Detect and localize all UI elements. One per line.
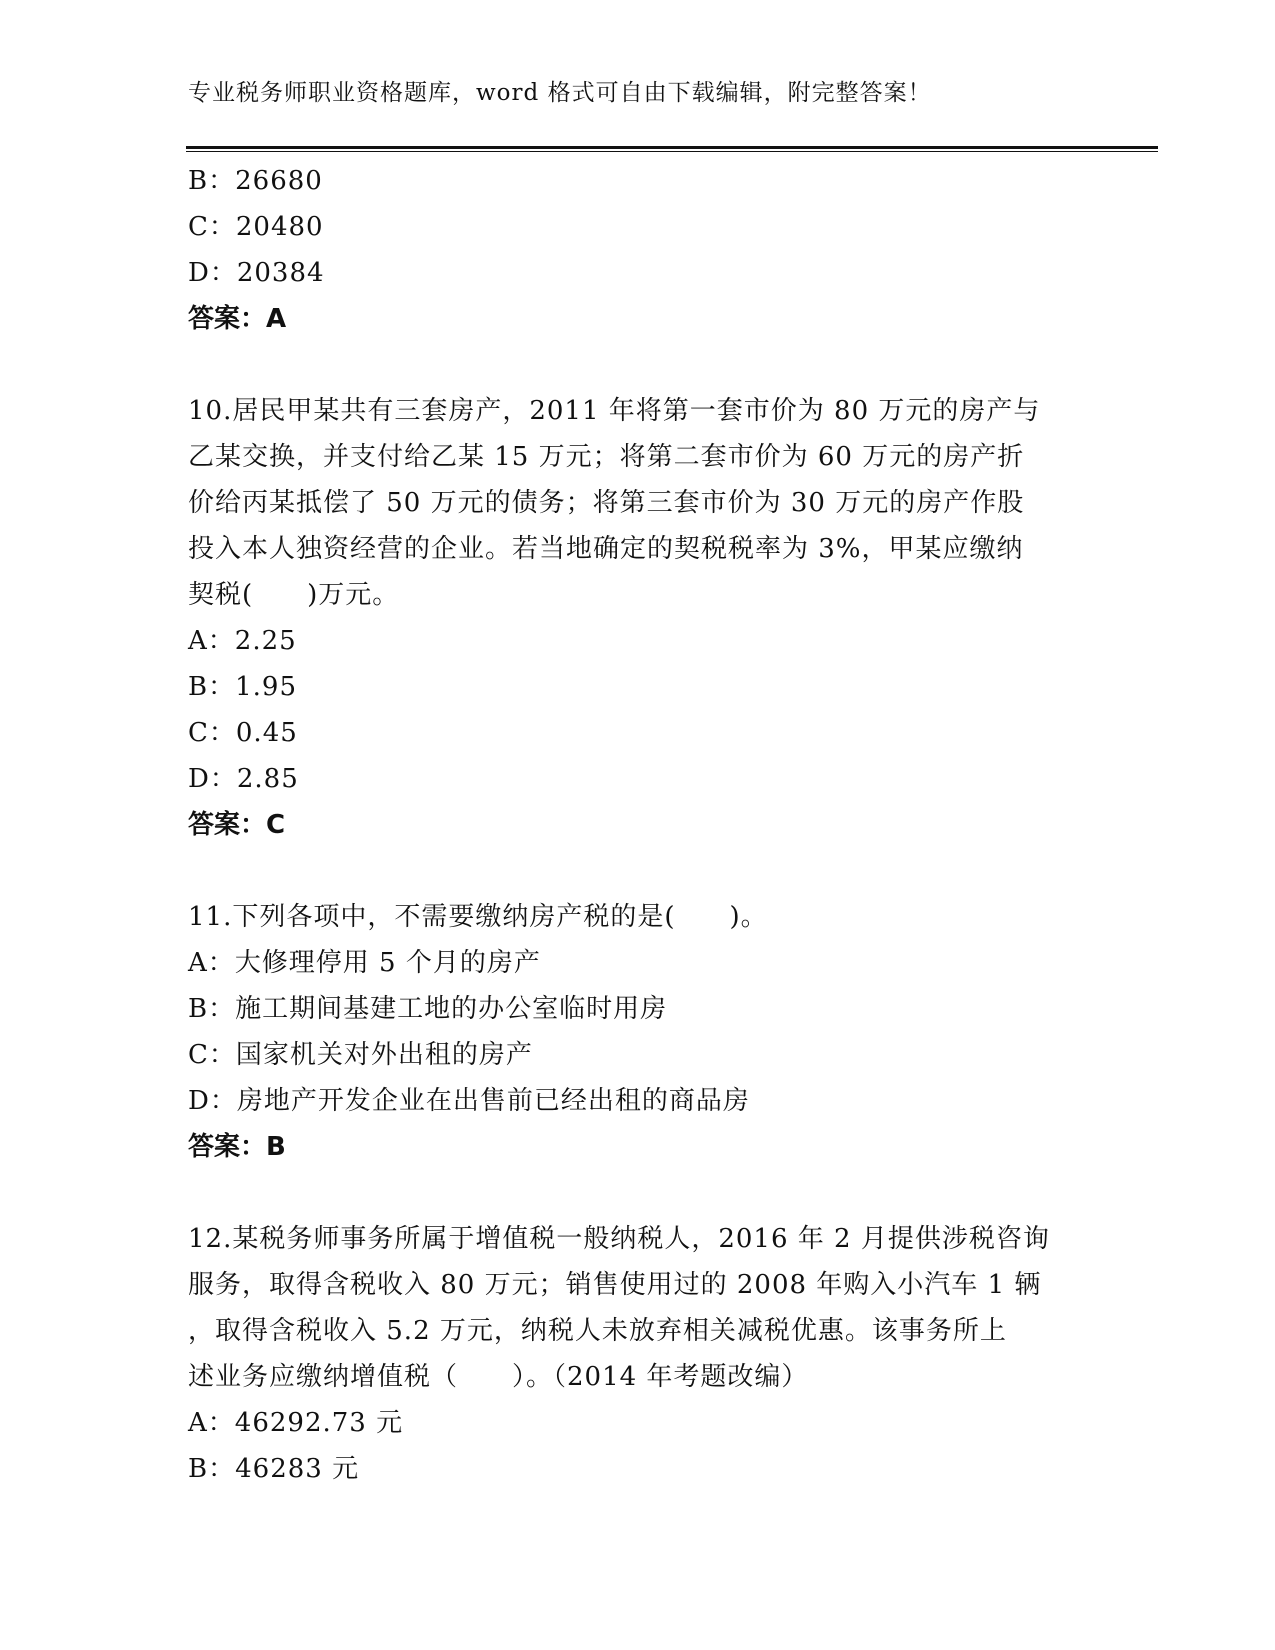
header-rule-thick [186, 146, 1158, 149]
option-b: B：46283 元 [188, 1454, 360, 1484]
answer: 答案：A [188, 304, 287, 334]
header-rule-thin [186, 151, 1158, 152]
spacer [188, 342, 1098, 388]
question-stem-line: 述业务应缴纳增值税（ ）。（2014 年考题改编） [188, 1362, 809, 1392]
option-c: C：国家机关对外出租的房产 [188, 1040, 533, 1070]
question-stem-line: 乙某交换，并支付给乙某 15 万元；将第二套市价为 60 万元的房产折 [188, 442, 1025, 472]
question-12 [188, 1216, 1098, 1492]
question-stem-line: 价给丙某抵偿了 50 万元的债务；将第三套市价为 30 万元的房产作股 [188, 488, 1025, 518]
question-10 [188, 388, 1098, 848]
option-c: C：0.45 [188, 718, 298, 748]
option-a: A：46292.73 元 [188, 1408, 404, 1438]
document-body [188, 158, 1098, 1492]
option-b: B：1.95 [188, 672, 297, 702]
question-stem-line: 契税( )万元。 [188, 580, 400, 610]
page-header: 专业税务师职业资格题库，word 格式可自由下载编辑，附完整答案！ [188, 80, 932, 106]
question-stem-line: 11.下列各项中，不需要缴纳房产税的是( )。 [188, 902, 768, 932]
question-stem-line: 12.某税务师事务所属于增值税一般纳税人，2016 年 2 月提供涉税咨询 [188, 1224, 1050, 1254]
question-stem-line: 10.居民甲某共有三套房产，2011 年将第一套市价为 80 万元的房产与 [188, 396, 1041, 426]
question-9-tail [188, 158, 1098, 342]
question-stem-line: 投入本人独资经营的企业。若当地确定的契税税率为 3%，甲某应缴纳 [188, 534, 1024, 564]
answer: 答案：B [188, 1132, 286, 1162]
option-a: A：2.25 [188, 626, 297, 656]
question-stem-line: 服务，取得含税收入 80 万元；销售使用过的 2008 年购入小汽车 1 辆 [188, 1270, 1042, 1300]
option-d: D：房地产开发企业在出售前已经出租的商品房 [188, 1086, 750, 1116]
option-d: D：2.85 [188, 764, 299, 794]
question-stem-line: ，取得含税收入 5.2 万元，纳税人未放弃相关减税优惠。该事务所上 [188, 1316, 1007, 1346]
option-a: A：大修理停用 5 个月的房产 [188, 948, 541, 978]
option-b: B：26680 [188, 166, 323, 196]
answer: 答案：C [188, 810, 286, 840]
spacer [188, 1170, 1098, 1216]
option-d: D：20384 [188, 258, 325, 288]
option-c: C：20480 [188, 212, 324, 242]
spacer [188, 848, 1098, 894]
option-b: B：施工期间基建工地的办公室临时用房 [188, 994, 668, 1024]
question-11 [188, 894, 1098, 1170]
